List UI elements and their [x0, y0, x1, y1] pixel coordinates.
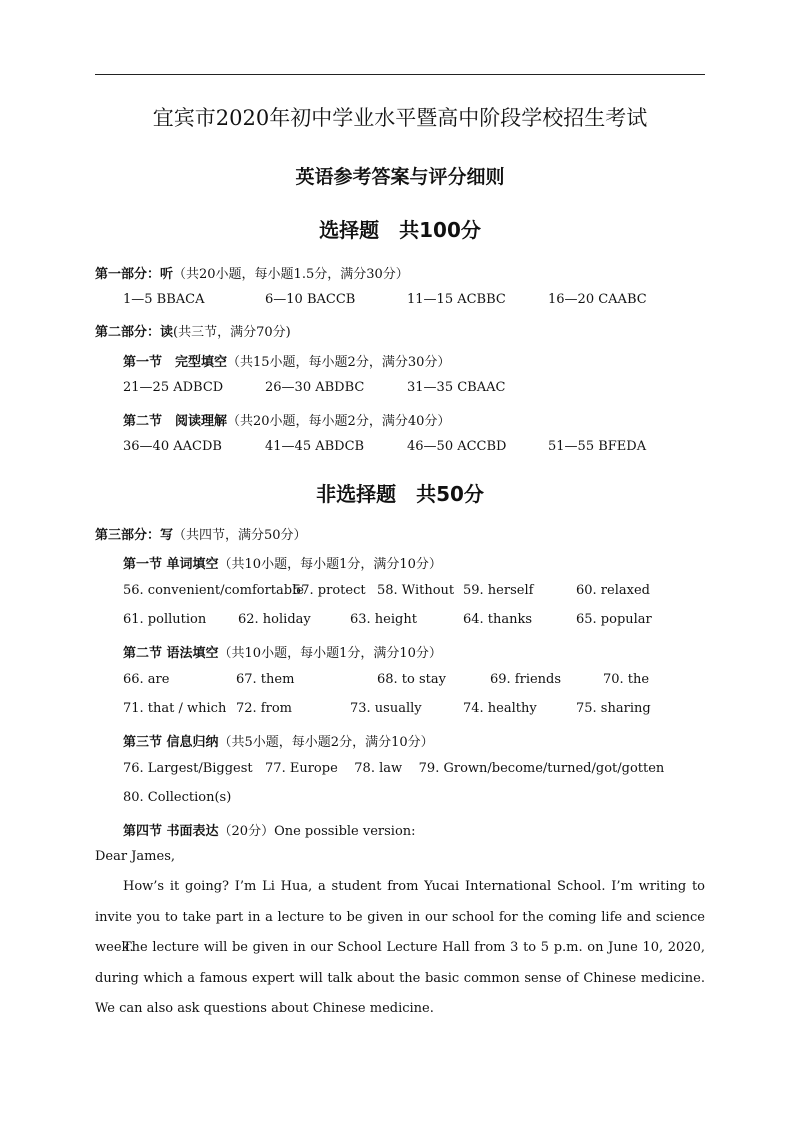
- part2-sec2-label: 第二节 阅读理解: [123, 414, 228, 429]
- part3-sec3-note: （共5小题，每小题2分，满分10分）: [218, 735, 434, 750]
- answer-item: 60. relaxed: [576, 583, 650, 598]
- part3-header: [95, 524, 307, 543]
- answer-group: 6—10 BACCB: [265, 292, 356, 307]
- answer-item: 67. them: [236, 672, 295, 687]
- answer-group: 41—45 ABDCB: [265, 439, 365, 454]
- answer-item: 72. from: [236, 701, 292, 716]
- header-rule: [95, 74, 705, 75]
- part1-header: [95, 263, 409, 282]
- document-title: 宜宾市2020年初中学业水平暨高中阶段学校招生考试: [152, 106, 648, 130]
- answer-group: 26—30 ABDBC: [265, 380, 365, 395]
- answer-item: 68. to stay: [377, 672, 446, 687]
- part1-label: 第一部分：听: [95, 267, 174, 282]
- part2-sec1-note: （共15小题，每小题2分，满分30分）: [227, 355, 451, 370]
- answer-item: 74. healthy: [463, 701, 537, 716]
- answer-group: 36—40 AACDB: [123, 439, 222, 454]
- answer-group: 46—50 ACCBD: [407, 439, 507, 454]
- answer-item: 69. friends: [490, 672, 562, 687]
- part2-sec2-note: （共20小题，每小题2分，满分40分）: [227, 414, 451, 429]
- letter-paragraph: How’s it going? I’m Li Hua, a student from Yucai International School. I’m writing to invite you to take part in a lecture to be given in our school for the coming life and science week.: [95, 879, 705, 955]
- part3-sec2-note: （共10小题，每小题1分，满分10分）: [218, 646, 442, 661]
- letter-greeting: Dear James,: [95, 849, 175, 864]
- part2-label: 第二部分：读: [95, 325, 174, 340]
- answer-item: 58. Without: [377, 583, 455, 598]
- answer-item: 66. are: [123, 672, 170, 687]
- answer-item: 70. the: [603, 672, 650, 687]
- part3-label: 第三部分：写: [95, 528, 174, 543]
- answer-row: 76. Largest/Biggest 77. Europe 78. law 79. Grown/become/turned/got/gotten: [123, 761, 665, 776]
- section-non-choice-heading: 非选择题 共50分: [316, 482, 484, 506]
- part3-sec2-label: 第二节 语法填空: [123, 646, 219, 661]
- answer-item: 59. herself: [463, 583, 534, 598]
- part3-sec3-label: 第三节 信息归纳: [123, 735, 219, 750]
- answer-item: 61. pollution: [123, 612, 207, 627]
- part3-sec4-header: [123, 820, 416, 839]
- part3-sec2-header: [123, 642, 442, 661]
- part2-note: (共三节，满分70分): [173, 325, 291, 340]
- answer-item: 62. holiday: [238, 612, 311, 627]
- part3-sec3-header: [123, 731, 434, 750]
- answer-group: 1—5 BBACA: [123, 292, 205, 307]
- answer-group: 51—55 BFEDA: [548, 439, 647, 454]
- answer-item: 75. sharing: [576, 701, 651, 716]
- part3-sec1-label: 第一节 单词填空: [123, 557, 219, 572]
- answer-group: 31—35 CBAAC: [407, 380, 506, 395]
- section-multiple-choice-heading: 选择题 共100分: [319, 218, 481, 242]
- answer-group: 16—20 CAABC: [548, 292, 647, 307]
- part2-sec1-label: 第一节 完型填空: [123, 355, 228, 370]
- answer-group: 21—25 ADBCD: [123, 380, 224, 395]
- part3-sec4-note: （20分）One possible version:: [218, 824, 416, 839]
- answer-item: 63. height: [350, 612, 417, 627]
- answer-row: 80. Collection(s): [123, 790, 232, 805]
- answer-item: 71. that / which: [123, 701, 227, 716]
- answer-item: 65. popular: [576, 612, 652, 627]
- document-subtitle: 英语参考答案与评分细则: [295, 166, 505, 188]
- answer-item: 73. usually: [350, 701, 422, 716]
- part3-note: （共四节，满分50分）: [173, 528, 307, 543]
- part1-note: （共20小题，每小题1.5分，满分30分）: [173, 267, 409, 282]
- part2-sec2-header: [123, 410, 450, 429]
- answer-group: 11—15 ACBBC: [407, 292, 506, 307]
- part2-sec1-header: [123, 351, 450, 370]
- part2-header: [95, 321, 291, 340]
- answer-item: 64. thanks: [463, 612, 533, 627]
- part3-sec1-note: （共10小题，每小题1分，满分10分）: [218, 557, 442, 572]
- answer-item: 56. convenient/comfortable: [123, 583, 304, 598]
- answer-item: 57. protect: [293, 583, 366, 598]
- letter-paragraph: The lecture will be given in our School Lecture Hall from 3 to 5 p.m. on June 10, 2020, during which a famous expert will talk about the basic common sense of Chinese medicine. We can also ask questions about Chinese medicine.: [95, 940, 705, 1016]
- part3-sec1-header: [123, 553, 442, 572]
- part3-sec4-label: 第四节 书面表达: [123, 824, 219, 839]
